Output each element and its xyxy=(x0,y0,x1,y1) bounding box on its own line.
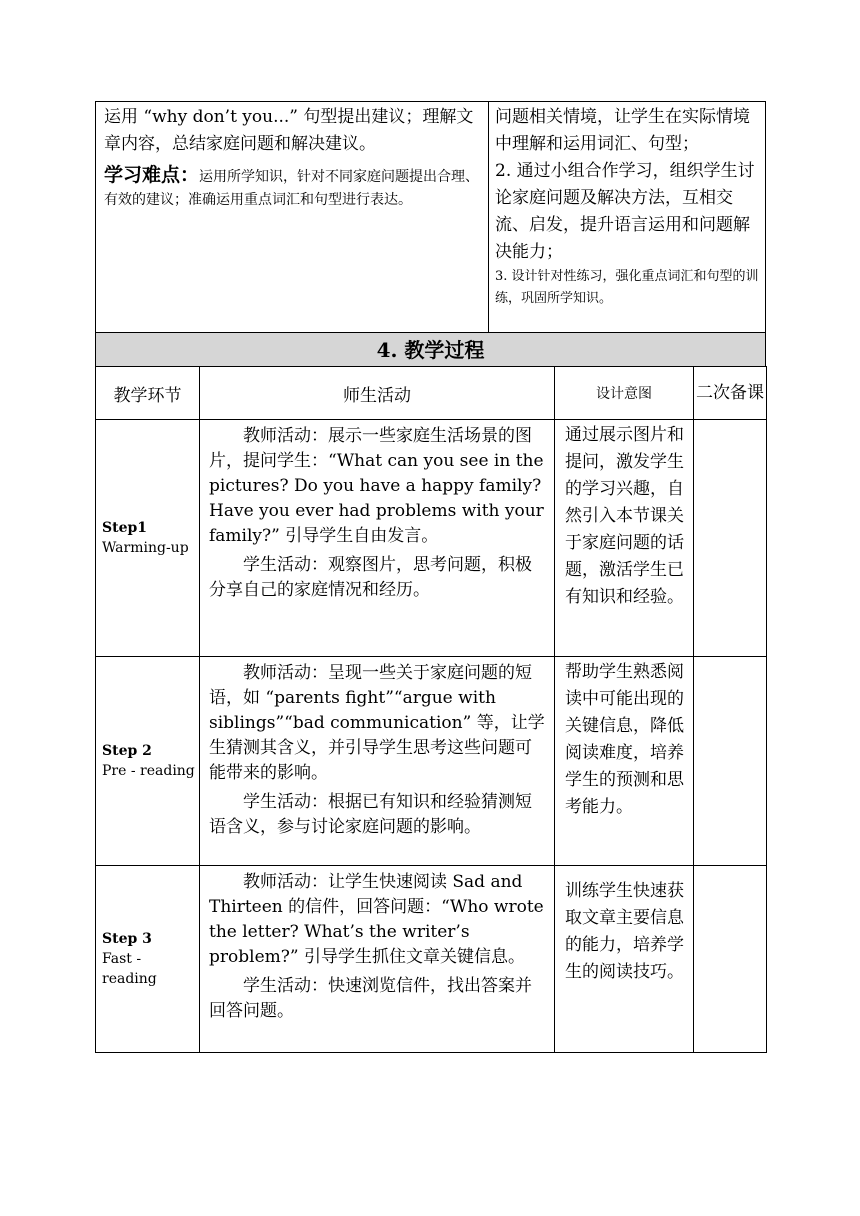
prep-cell xyxy=(694,420,767,657)
header-prep: 二次备课 xyxy=(694,367,767,420)
header-design: 设计意图 xyxy=(555,367,694,420)
teacher-activity: 教师活动：呈现一些关于家庭问题的短语，如 “parents fight”“argue with siblings”“bad communication” 等，让学生猜测其含义，并引导学生思考这些问题可能带来的影响。 xyxy=(209,663,545,783)
step-name: Warming-up xyxy=(102,540,189,556)
table-row xyxy=(96,657,767,866)
teacher-activity: 教师活动：让学生快速阅读 Sad and Thirteen 的信件，回答问题：“Who wrote the letter? What’s the writer’s problem?” 引导学生抓住文章关键信息。 xyxy=(209,872,544,967)
activity-cell xyxy=(200,420,555,657)
section-title: 4. 教学过程 xyxy=(95,333,766,367)
method-line-1: 问题相关情境，让学生在实际情境中理解和运用词汇、句型； xyxy=(495,107,750,154)
header-activity: 师生活动 xyxy=(200,367,555,420)
student-activity: 学生活动：快速浏览信件，找出答案并回答问题。 xyxy=(209,976,532,1021)
step-cell xyxy=(96,420,200,657)
difficulty-text: 运用所学知识，针对不同家庭问题提出合理、有效的建议；准确运用重点词汇和句型进行表达。 xyxy=(104,169,480,208)
student-activity: 学生活动：观察图片，思考问题，积极分享自己的家庭情况和经历。 xyxy=(209,555,532,600)
activity-cell xyxy=(200,657,555,866)
design-cell: 训练学生快速获取文章主要信息的能力，培养学生的阅读技巧。 xyxy=(555,866,694,1053)
step-number: Step 2 xyxy=(102,743,152,759)
prep-cell xyxy=(694,866,767,1053)
step-number: Step 3 xyxy=(102,931,152,947)
step-cell xyxy=(96,866,200,1053)
table-row xyxy=(96,866,767,1053)
step-cell xyxy=(96,657,200,866)
method-line-2: 2. 通过小组合作学习，组织学生讨论家庭问题及解决方法，互相交流、启发，提升语言运用和问题解决能力； xyxy=(495,161,755,262)
objectives-left-cell xyxy=(96,102,489,332)
design-cell: 帮助学生熟悉阅读中可能出现的关键信息，降低阅读难度，培养学生的预测和思考能力。 xyxy=(555,657,694,866)
teaching-process-table xyxy=(95,366,767,1053)
student-activity: 学生活动：根据已有知识和经验猜测短语含义，参与讨论家庭问题的影响。 xyxy=(209,792,532,837)
difficulty-label: 学习难点： xyxy=(104,164,200,186)
activity-cell xyxy=(200,866,555,1053)
table-row xyxy=(96,420,767,657)
step-name: Pre - reading xyxy=(102,763,195,779)
objective-text: 运用 “why don’t you...” 句型提出建议；理解文章内容，总结家庭问题和解决建议。 xyxy=(104,107,474,154)
difficulty-paragraph xyxy=(104,164,482,212)
prep-cell xyxy=(694,657,767,866)
methods-right-cell xyxy=(489,102,765,332)
header-stage: 教学环节 xyxy=(96,367,200,420)
step-number: Step1 xyxy=(102,520,148,536)
design-cell: 通过展示图片和提问，激发学生的学习兴趣，自然引入本节课关于家庭问题的话题，激活学生已有知识和经验。 xyxy=(555,420,694,657)
table-header-row xyxy=(96,367,767,420)
method-line-3: 3. 设计针对性练习，强化重点词汇和句型的训练，巩固所学知识。 xyxy=(495,269,759,306)
teacher-activity: 教师活动：展示一些家庭生活场景的图片，提问学生：“What can you see in the pictures? Do you have a happy family? Have you ever had problems with your family?” 引导学生自由发言。 xyxy=(209,426,544,546)
objectives-block xyxy=(95,101,766,333)
step-name: Fast - reading xyxy=(102,951,157,987)
